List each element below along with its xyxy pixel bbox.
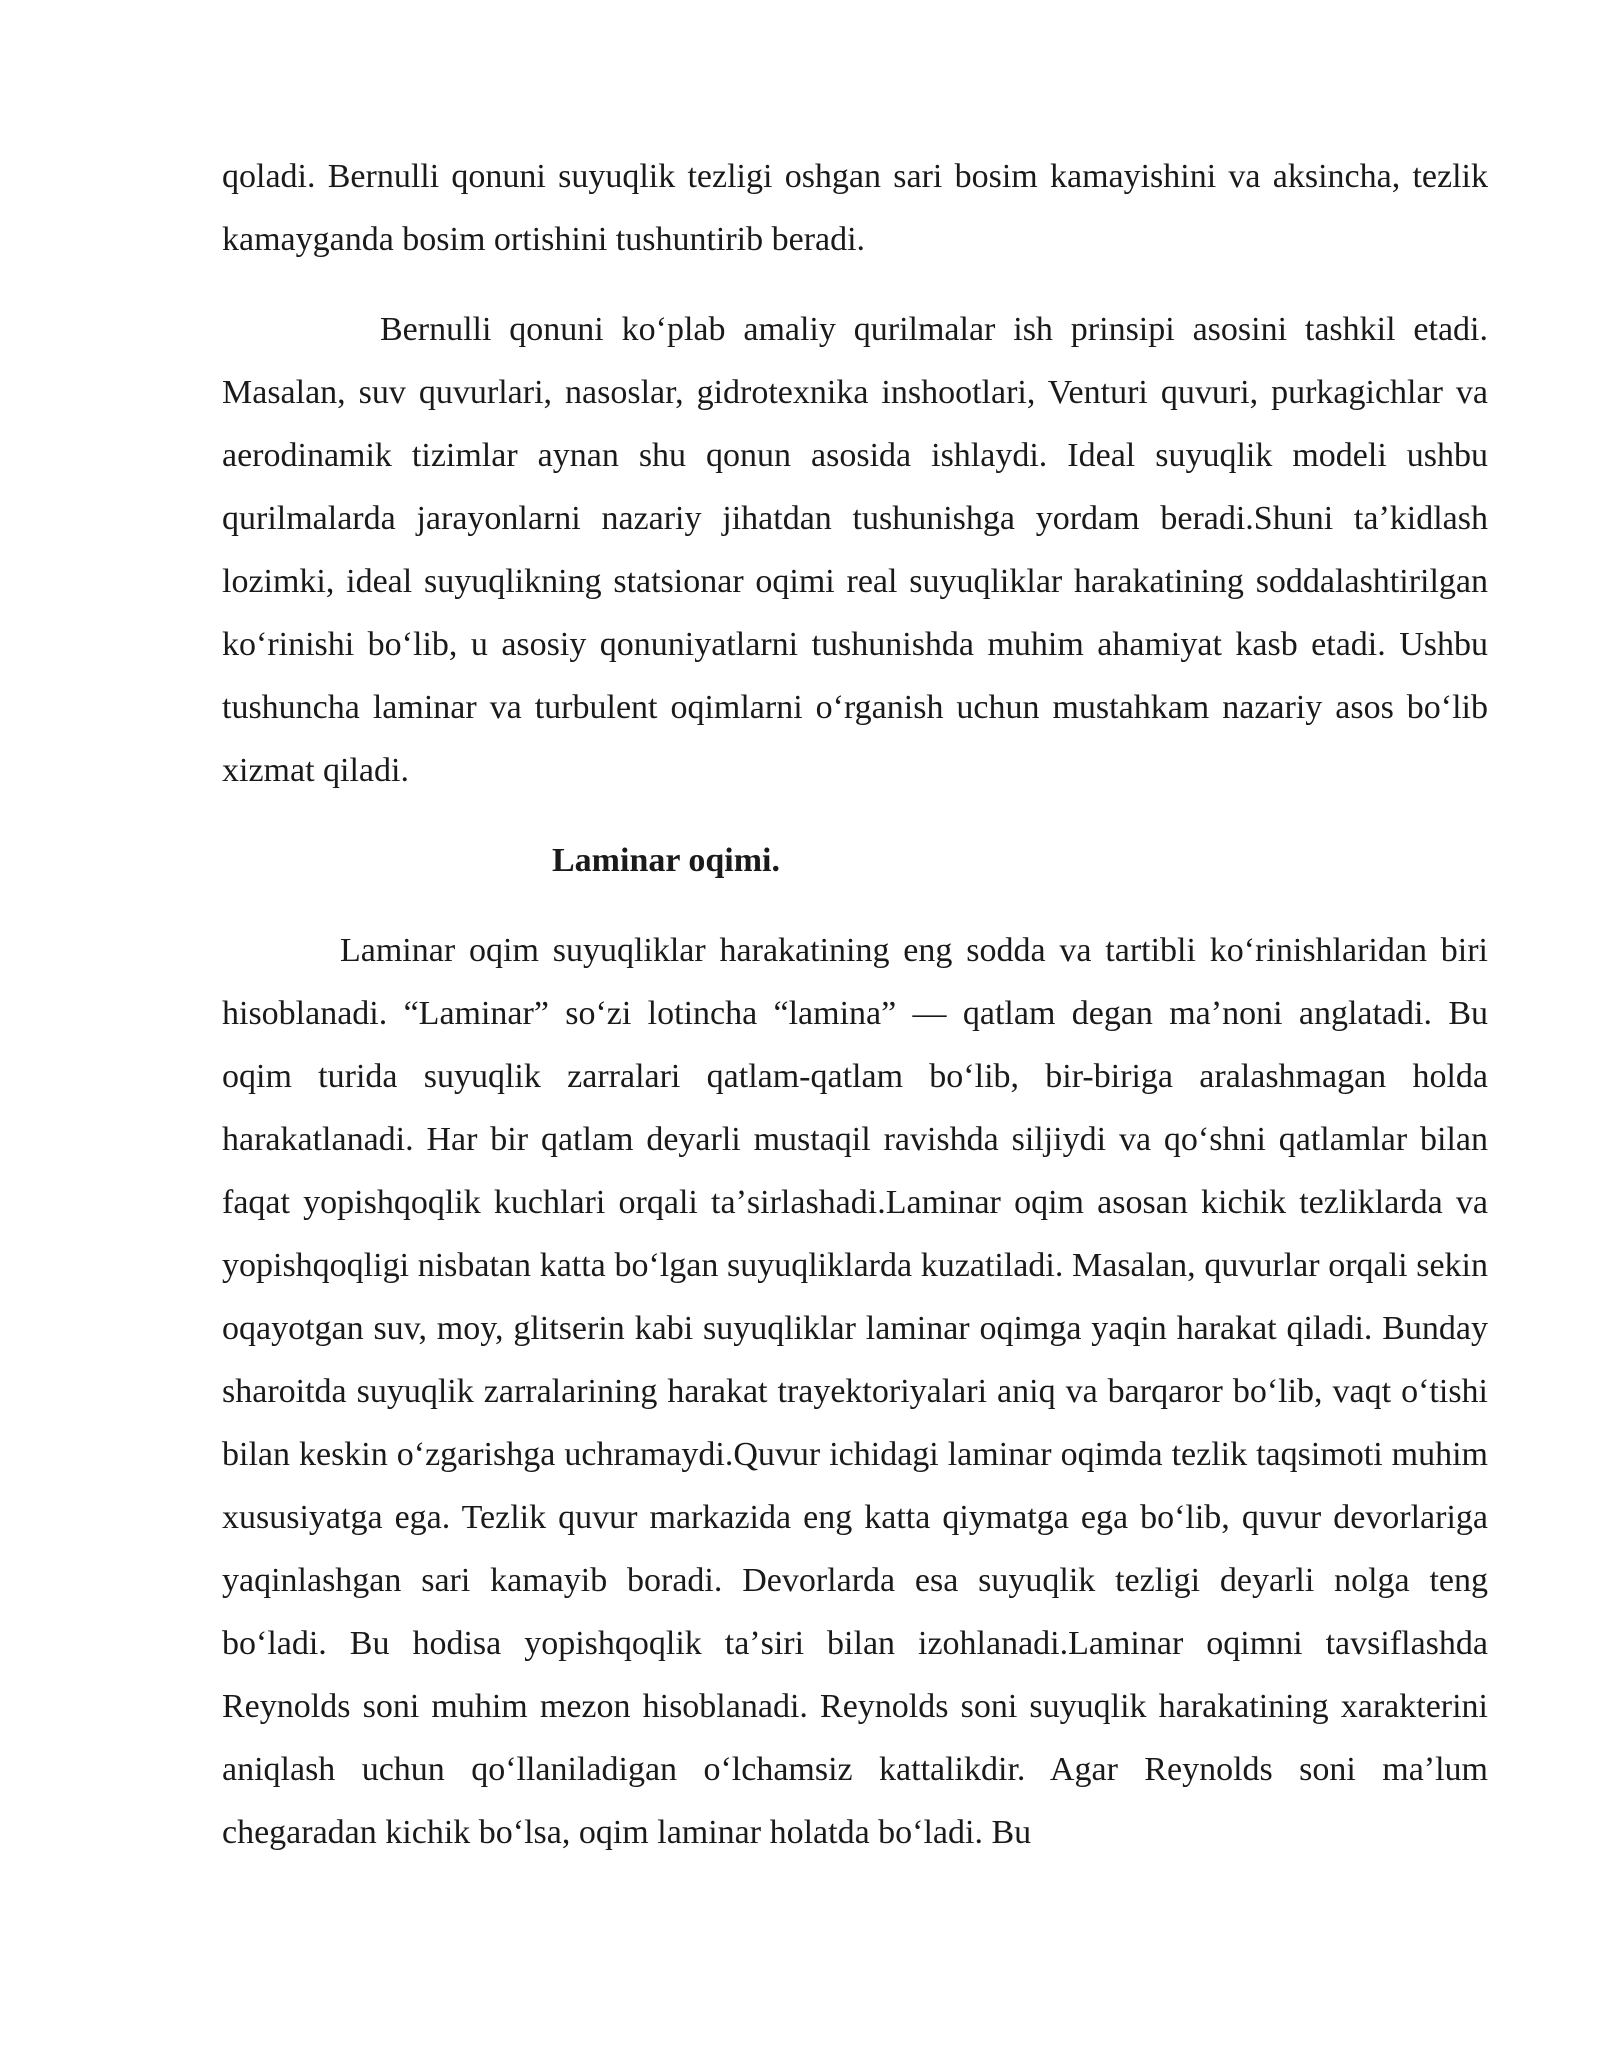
paragraph-bernoulli-ending: qoladi. Bernulli qonuni suyuqlik tezligi oshgan sari bosim kamayishini va aksincha, tezlik kamayganda bosim ortishini tushuntirib beradi. xyxy=(222,158,1488,258)
section-heading: Laminar oqimi. xyxy=(552,842,780,879)
paragraph-bernoulli-applications: Bernulli qonuni koʻplab amaliy qurilmalar ish prinsipi asosini tashkil etadi. Masalan, suv quvurlari, nasoslar, gidrotexnika inshootlari, Venturi quvuri, purkagichlar va aerodinamik tizimlar aynan shu qonun asosida ishlaydi. Ideal suyuqlik modeli ushbu qurilmalarda jarayonlarni nazariy jihatdan tushunishga yordam beradi.Shuni taʼkidlash lozimki, ideal suyuqlikning statsionar oqimi real suyuqliklar harakatining soddalashtirilgan koʻrinishi boʻlib, u asosiy qonuniyatlarni tushunishda muhim ahamiyat kasb etadi. Ushbu tushuncha laminar va turbulent oqimlarni oʻrganish uchun mustahkam nazariy asos boʻlib xizmat qiladi. xyxy=(222,311,1488,789)
document-page xyxy=(222,145,1488,1864)
paragraph-laminar-flow: Laminar oqim suyuqliklar harakatining eng sodda va tartibli koʻrinishlaridan biri hisoblanadi. “Laminar” soʻzi lotincha “lamina” — qatlam degan maʼnoni anglatadi. Bu oqim turida suyuqlik zarralari qatlam-qatlam boʻlib, bir-biriga aralashmagan holda harakatlanadi. Har bir qatlam deyarli mustaqil ravishda siljiydi va qoʻshni qatlamlar bilan faqat yopishqoqlik kuchlari orqali taʼsirlashadi.Laminar oqim asosan kichik tezliklarda va yopishqoqligi nisbatan katta boʻlgan suyuqliklarda kuzatiladi. Masalan, quvurlar orqali sekin oqayotgan suv, moy, glitserin kabi suyuqliklar laminar oqimga yaqin harakat qiladi. Bunday sharoitda suyuqlik zarralarining harakat trayektoriyalari aniq va barqaror boʻlib, vaqt oʻtishi bilan keskin oʻzgarishga uchramaydi.Quvur ichidagi laminar oqimda tezlik taqsimoti muhim xususiyatga ega. Tezlik quvur markazida eng katta qiymatga ega boʻlib, quvur devorlariga yaqinlashgan sari kamayib boradi. Devorlarda esa suyuqlik tezligi deyarli nolga teng boʻladi. Bu hodisa yopishqoqlik taʼsiri bilan izohlanadi.Laminar oqimni tavsiflashda Reynolds soni muhim mezon hisoblanadi. Reynolds soni suyuqlik harakatining xarakterini aniqlash uchun qoʻllaniladigan oʻlchamsiz kattalikdir. Agar Reynolds soni maʼlum chegaradan kichik boʻlsa, oqim laminar holatda boʻladi. Bu xyxy=(222,932,1488,1851)
